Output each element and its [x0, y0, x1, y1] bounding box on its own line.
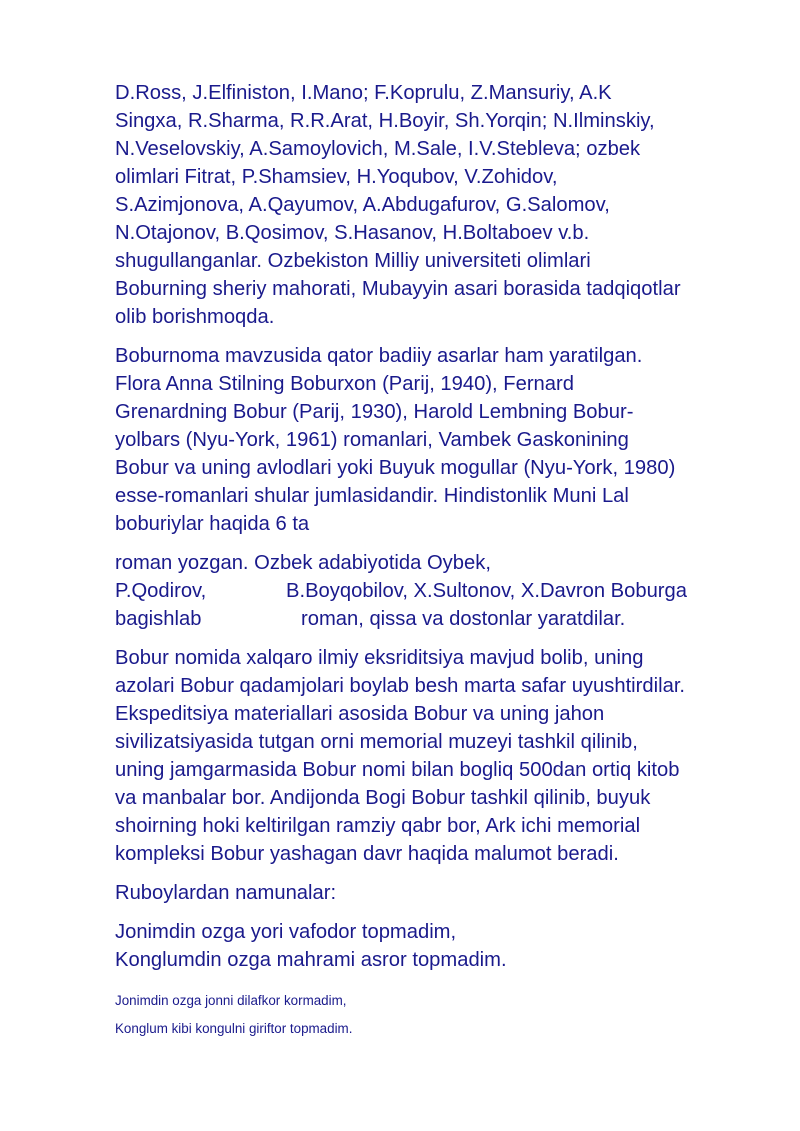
text-line: azolari Bobur qadamjolari boylab besh marta safar uyushtirdilar.	[115, 675, 686, 697]
text-line-part: bagishlab	[115, 608, 202, 630]
text-line-part: B.Boyqobilov, X.Sultonov, X.Davron Boburga	[286, 580, 687, 602]
text-line: sivilizatsiyasida tutgan orni memorial muzeyi tashkil qilinib,	[115, 731, 638, 753]
text-line: Ekspeditsiya materiallari asosida Bobur va uning jahon	[115, 703, 605, 725]
verse-line: Konglumdin ozga mahrami asror topmadim.	[115, 949, 507, 971]
text-line-part: P.Qodirov,	[115, 580, 207, 602]
text-line: roman yozgan. Ozbek adabiyotida Oybek,	[115, 552, 491, 574]
text-line: Grenardning Bobur (Parij, 1930), Harold Lembning Bobur-	[115, 401, 634, 423]
text-line: Bobur va uning avlodlari yoki Buyuk mogullar (Nyu-York, 1980)	[115, 457, 676, 479]
verse-line-small: Konglum kibi kongulni giriftor topmadim.	[115, 1021, 353, 1036]
text-line: yolbars (Nyu-York, 1961) romanlari, Vambek Gaskonining	[115, 429, 629, 451]
verse-line-small: Jonimdin ozga jonni dilafkor kormadim,	[115, 993, 347, 1008]
text-line: Singxa, R.Sharma, R.R.Arat, H.Boyir, Sh.Yorqin; N.Ilminskiy,	[115, 110, 655, 132]
text-line: va manbalar bor. Andijonda Bogi Bobur tashkil qilinib, buyuk	[115, 787, 651, 809]
text-line: N.Veselovskiy, A.Samoylovich, M.Sale, I.V.Stebleva; ozbek	[115, 138, 641, 160]
text-line: shugullanganlar. Ozbekiston Milliy universiteti olimlari	[115, 250, 591, 272]
text-line: olib borishmoqda.	[115, 306, 275, 328]
text-line: esse-romanlari shular jumlasidandir. Hindistonlik Muni Lal	[115, 485, 629, 507]
text-line: D.Ross, J.Elfiniston, I.Mano; F.Koprulu, Z.Mansuriy, A.K	[115, 82, 612, 104]
text-line: N.Otajonov, B.Qosimov, S.Hasanov, H.Boltaboev v.b.	[115, 222, 590, 244]
text-line: shoirning hoki keltirilgan ramziy qabr bor, Ark ichi memorial	[115, 815, 641, 837]
section-heading: Ruboylardan namunalar:	[115, 882, 337, 904]
text-line: S.Azimjonova, A.Qayumov, A.Abdugafurov, G.Salomov,	[115, 194, 610, 216]
text-line: boburiylar haqida 6 ta	[115, 513, 310, 535]
text-line: Boburnoma mavzusida qator badiiy asarlar ham yaratilgan.	[115, 345, 643, 367]
text-line: Flora Anna Stilning Boburxon (Parij, 1940), Fernard	[115, 373, 574, 395]
text-line: uning jamgarmasida Bobur nomi bilan bogliq 500dan ortiq kitob	[115, 759, 680, 781]
text-line: kompleksi Bobur yashagan davr haqida malumot beradi.	[115, 843, 619, 865]
text-line: olimlari Fitrat, P.Shamsiev, H.Yoqubov, V.Zohidov,	[115, 166, 558, 188]
text-line-part: roman, qissa va dostonlar yaratdilar.	[301, 608, 626, 630]
text-line: Boburning sheriy mahorati, Mubayyin asari borasida tadqiqotlar	[115, 278, 681, 300]
text-line: Bobur nomida xalqaro ilmiy eksriditsiya mavjud bolib, uning	[115, 647, 644, 669]
verse-line: Jonimdin ozga yori vafodor topmadim,	[115, 921, 457, 943]
